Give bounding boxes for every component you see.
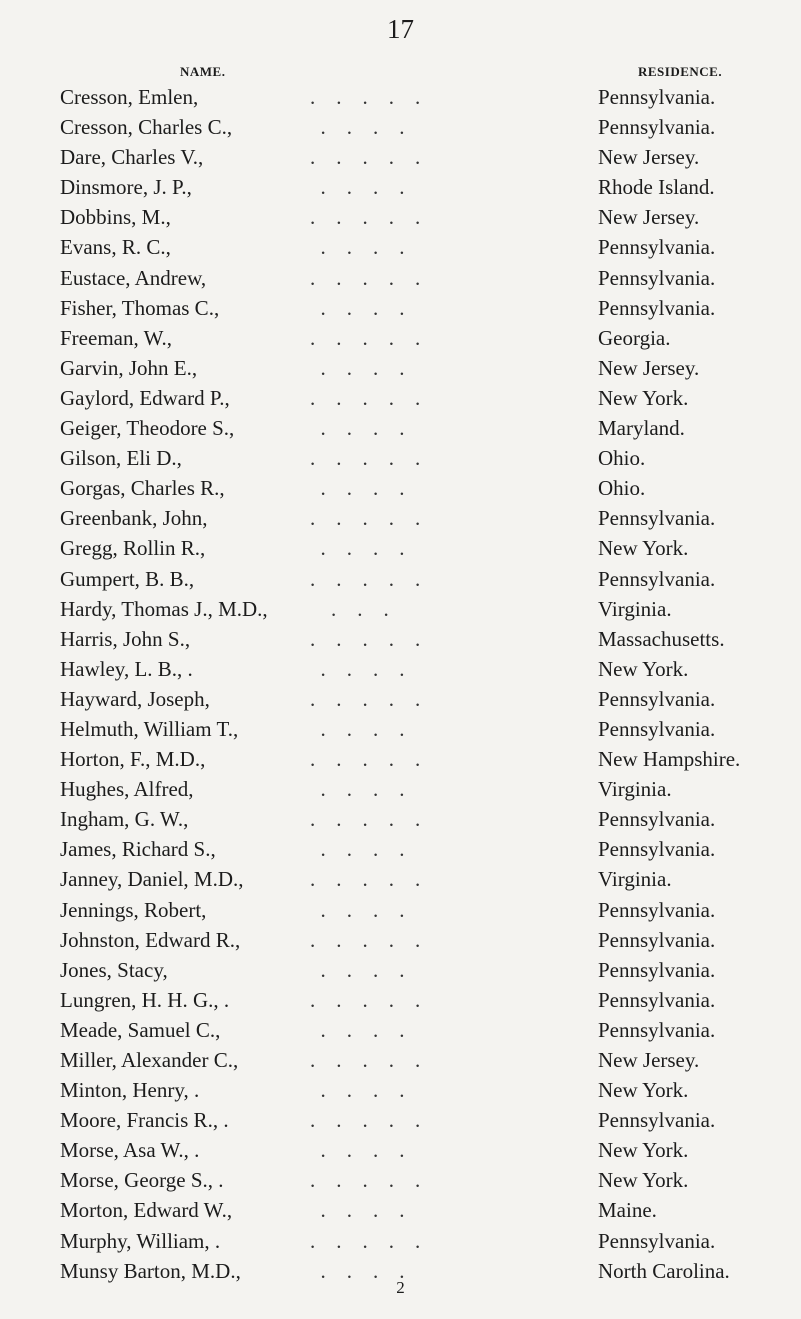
list-item <box>60 804 790 834</box>
list-item <box>60 413 790 443</box>
leader-dots: . . . . <box>310 1198 405 1223</box>
list-item <box>60 323 790 353</box>
list-item <box>60 985 790 1015</box>
member-name: Minton, Henry, . <box>60 1078 200 1103</box>
member-name: Miller, Alexander C., <box>60 1048 239 1072</box>
leader-dots: . . . <box>310 596 389 621</box>
member-residence: New York. <box>598 536 689 561</box>
member-residence: Virginia. <box>598 777 672 802</box>
member-residence: Maryland. <box>598 416 685 441</box>
member-residence: Pennsylvania. <box>598 1228 716 1253</box>
member-name: Moore, Francis R., . <box>60 1108 229 1133</box>
leader-dots: . . . . <box>310 837 405 862</box>
leader-dots: . . . . . <box>310 1228 421 1253</box>
member-residence: New York. <box>598 656 689 681</box>
member-name: Jennings, Robert, <box>60 897 207 922</box>
list-item <box>60 232 790 262</box>
member-residence: New Jersey. <box>598 355 700 380</box>
list-item <box>60 443 790 473</box>
member-residence: Pennsylvania. <box>598 115 716 140</box>
page-number: 17 <box>387 14 414 44</box>
member-residence: Georgia. <box>598 325 671 350</box>
member-residence: Pennsylvania. <box>598 235 716 260</box>
member-name: Morse, George S., . <box>60 1168 224 1193</box>
member-name: Hayward, Joseph, <box>60 686 210 711</box>
list-item <box>60 533 790 563</box>
member-residence: Pennsylvania. <box>598 506 716 531</box>
leader-dots: . . . . <box>310 476 405 501</box>
leader-dots: . . . . <box>310 295 405 320</box>
member-residence: New Jersey. <box>598 145 700 170</box>
member-name: Cresson, Charles C., <box>60 115 233 140</box>
list-item <box>60 864 790 894</box>
signature-mark: 2 <box>396 1278 405 1297</box>
list-item <box>60 564 790 594</box>
member-residence: Pennsylvania. <box>598 807 716 832</box>
list-item <box>60 1195 790 1225</box>
member-residence: Pennsylvania. <box>598 927 716 952</box>
member-name: Murphy, William, . <box>60 1228 221 1253</box>
list-item <box>60 1075 790 1105</box>
member-residence: North Carolina. <box>598 1258 730 1283</box>
leader-dots: . . . . . <box>310 325 421 350</box>
roster-list <box>60 82 790 1286</box>
leader-dots: . . . . <box>310 355 405 380</box>
list-item <box>60 955 790 985</box>
member-residence: Massachusetts. <box>598 626 725 651</box>
member-name: Evans, R. C., <box>60 235 171 260</box>
member-name: Lungren, H. H. G., . <box>60 987 230 1012</box>
leader-dots: . . . . . <box>310 927 421 952</box>
member-name: Jones, Stacy, <box>60 957 168 982</box>
member-residence: Rhode Island. <box>598 175 715 200</box>
leader-dots: . . . . . <box>310 807 421 832</box>
leader-dots: . . . . . <box>310 1048 421 1072</box>
member-name: Morse, Asa W., . <box>60 1138 200 1163</box>
list-item <box>60 1015 790 1045</box>
leader-dots: . . . . <box>310 1138 405 1163</box>
leader-dots: . . . . . <box>310 1168 421 1193</box>
leader-dots: . . . . . <box>310 385 421 410</box>
list-item <box>60 654 790 684</box>
list-item <box>60 353 790 383</box>
member-name: Hughes, Alfred, <box>60 777 194 802</box>
leader-dots: . . . . . <box>310 686 421 711</box>
leader-dots: . . . . . <box>310 626 421 651</box>
list-item <box>60 293 790 323</box>
leader-dots: . . . . . <box>310 566 421 591</box>
list-item <box>60 774 790 804</box>
member-residence: New York. <box>598 1168 689 1193</box>
list-item <box>60 834 790 864</box>
list-item <box>60 263 790 293</box>
member-name: Greenbank, John, <box>60 506 208 531</box>
member-name: Dare, Charles V., <box>60 145 204 170</box>
leader-dots: . . . . <box>310 1078 405 1103</box>
leader-dots: . . . . . <box>310 747 421 772</box>
leader-dots: . . . . <box>310 235 405 260</box>
list-item <box>60 473 790 503</box>
list-item <box>60 112 790 142</box>
leader-dots: . . . . <box>310 175 405 200</box>
leader-dots: . . . . . <box>310 987 421 1012</box>
list-item <box>60 684 790 714</box>
member-name: Hawley, L. B., . <box>60 656 193 681</box>
list-item <box>60 383 790 413</box>
member-residence: New York. <box>598 385 689 410</box>
member-residence: Pennsylvania. <box>598 265 716 290</box>
list-item <box>60 1135 790 1165</box>
member-residence: Ohio. <box>598 476 646 501</box>
member-name: Dinsmore, J. P., <box>60 175 192 200</box>
member-name: Gaylord, Edward P., <box>60 385 230 410</box>
member-residence: New Hampshire. <box>598 747 741 772</box>
list-item <box>60 925 790 955</box>
leader-dots: . . . . <box>310 1258 405 1283</box>
list-item <box>60 594 790 624</box>
member-residence: Virginia. <box>598 867 672 892</box>
member-name: Gumpert, B. B., <box>60 566 195 591</box>
member-residence: Pennsylvania. <box>598 897 716 922</box>
member-name: Geiger, Theodore S., <box>60 416 235 441</box>
member-name: Munsy Barton, M.D., <box>60 1258 241 1283</box>
list-item <box>60 1226 790 1256</box>
list-item <box>60 82 790 112</box>
leader-dots: . . . . <box>310 416 405 441</box>
member-name: Fisher, Thomas C., <box>60 295 220 320</box>
member-residence: Pennsylvania. <box>598 837 716 862</box>
list-item <box>60 1165 790 1195</box>
leader-dots: . . . . <box>310 536 405 561</box>
leader-dots: . . . . . <box>310 85 421 109</box>
member-residence: New Jersey. <box>598 1048 700 1072</box>
member-residence: Pennsylvania. <box>598 566 716 591</box>
member-name: Morton, Edward W., <box>60 1198 233 1223</box>
member-name: Meade, Samuel C., <box>60 1017 221 1042</box>
leader-dots: . . . . . <box>310 506 421 531</box>
member-name: Ingham, G. W., <box>60 807 189 832</box>
member-name: James, Richard S., <box>60 837 216 862</box>
member-name: Harris, John S., <box>60 626 191 651</box>
list-item <box>60 503 790 533</box>
member-name: Gilson, Eli D., <box>60 446 182 471</box>
list-item <box>60 624 790 654</box>
list-item <box>60 744 790 774</box>
member-name: Horton, F., M.D., <box>60 747 206 772</box>
list-item <box>60 1045 790 1075</box>
leader-dots: . . . . <box>310 716 405 741</box>
leader-dots: . . . . . <box>310 867 421 892</box>
member-name: Janney, Daniel, M.D., <box>60 867 244 892</box>
member-name: Helmuth, William T., <box>60 716 239 741</box>
leader-dots: . . . . . <box>310 1108 421 1133</box>
list-item <box>60 714 790 744</box>
member-residence: Ohio. <box>598 446 646 471</box>
leader-dots: . . . . . <box>310 446 421 471</box>
member-residence: New York. <box>598 1138 689 1163</box>
member-residence: New York. <box>598 1078 689 1103</box>
list-item <box>60 895 790 925</box>
member-residence: Pennsylvania. <box>598 85 716 109</box>
leader-dots: . . . . <box>310 777 405 802</box>
member-residence: New Jersey. <box>598 205 700 230</box>
member-residence: Pennsylvania. <box>598 987 716 1012</box>
residence-column-header: RESIDENCE. <box>638 64 723 79</box>
member-name: Garvin, John E., <box>60 355 198 380</box>
member-residence: Pennsylvania. <box>598 1017 716 1042</box>
member-name: Freeman, W., <box>60 325 172 350</box>
leader-dots: . . . . . <box>310 145 421 170</box>
member-name: Eustace, Andrew, <box>60 265 207 290</box>
leader-dots: . . . . <box>310 897 405 922</box>
list-item <box>60 1105 790 1135</box>
name-column-header: NAME. <box>180 64 226 79</box>
member-name: Dobbins, M., <box>60 205 171 230</box>
member-residence: Virginia. <box>598 596 672 621</box>
list-item <box>60 202 790 232</box>
list-item <box>60 142 790 172</box>
list-item <box>60 172 790 202</box>
leader-dots: . . . . <box>310 957 405 982</box>
leader-dots: . . . . . <box>310 205 421 230</box>
member-name: Hardy, Thomas J., M.D., <box>60 596 268 621</box>
member-residence: Pennsylvania. <box>598 957 716 982</box>
member-name: Johnston, Edward R., <box>60 927 241 952</box>
member-name: Cresson, Emlen, <box>60 85 199 109</box>
member-name: Gorgas, Charles R., <box>60 476 225 501</box>
member-residence: Maine. <box>598 1198 657 1223</box>
leader-dots: . . . . <box>310 656 405 681</box>
member-residence: Pennsylvania. <box>598 295 716 320</box>
member-name: Gregg, Rollin R., <box>60 536 206 561</box>
member-residence: Pennsylvania. <box>598 686 716 711</box>
leader-dots: . . . . <box>310 1017 405 1042</box>
leader-dots: . . . . <box>310 115 405 140</box>
leader-dots: . . . . . <box>310 265 421 290</box>
member-residence: Pennsylvania. <box>598 716 716 741</box>
member-residence: Pennsylvania. <box>598 1108 716 1133</box>
